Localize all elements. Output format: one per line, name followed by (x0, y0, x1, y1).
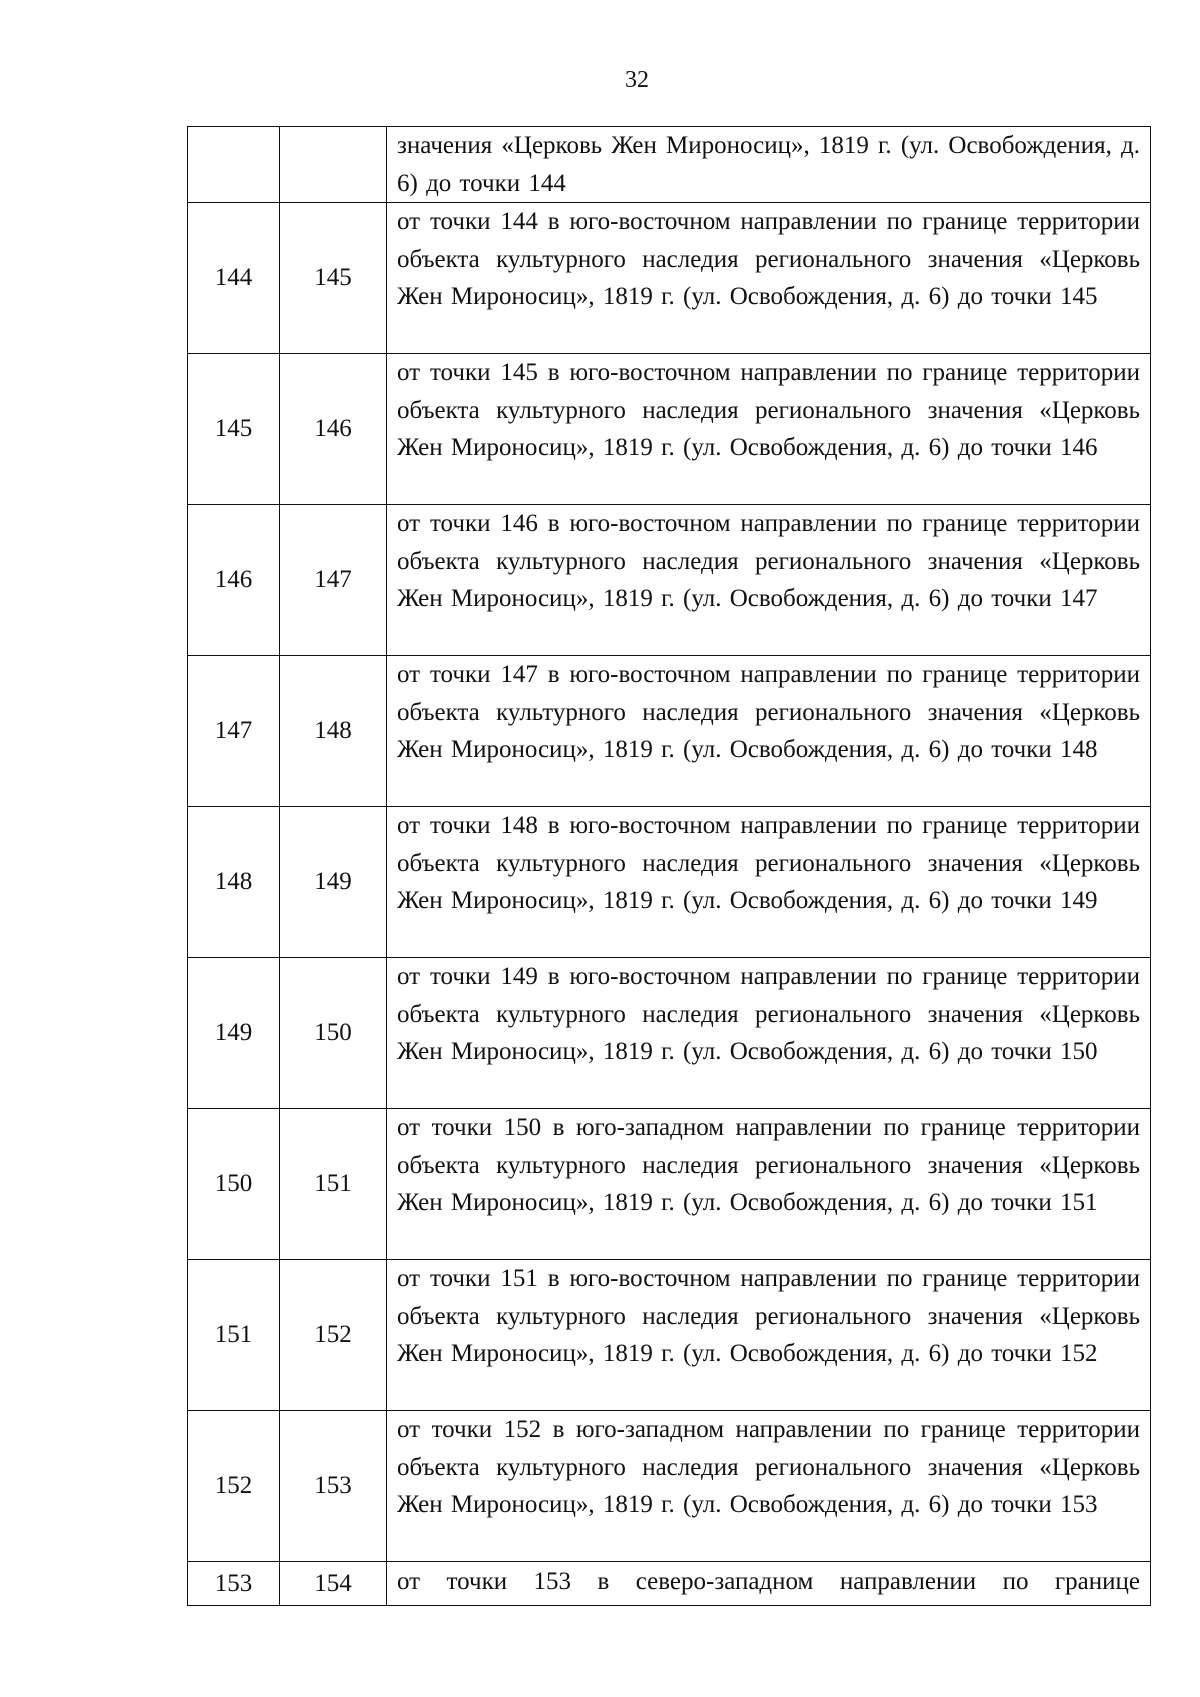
segment-description-cell (387, 1411, 1151, 1562)
boundary-points-table (187, 126, 1151, 1606)
segment-description: от точки 145 в юго-восточном направлении по границе территории объекта культурного наследия регионального значения «Церковь Жен Мироносиц», 1819 г. (ул. Освобождения, д. 6) до точки 146 (397, 359, 1140, 462)
point-from-cell: 152 (188, 1411, 280, 1562)
point-to-cell: 150 (280, 958, 387, 1109)
point-from-cell: 150 (188, 1109, 280, 1260)
point-to-cell: 152 (280, 1260, 387, 1411)
segment-description: от точки 150 в юго-западном направлении по границе территории объекта культурного наследия регионального значения «Церковь Жен Мироносиц», 1819 г. (ул. Освобождения, д. 6) до точки 151 (397, 1114, 1140, 1217)
segment-description: от точки 153 в северо-западном направлении по границе (397, 1568, 1140, 1596)
segment-description-cell (387, 354, 1151, 505)
segment-description: от точки 152 в юго-западном направлении по границе территории объекта культурного наследия регионального значения «Церковь Жен Мироносиц», 1819 г. (ул. Освобождения, д. 6) до точки 153 (397, 1416, 1140, 1519)
point-to-cell: 154 (280, 1562, 387, 1606)
segment-description: значения «Церковь Жен Мироносиц», 1819 г. (ул. Освобождения, д. 6) до точки 144 (397, 132, 1140, 197)
point-to-cell: 147 (280, 505, 387, 656)
table-row (188, 958, 1151, 1109)
point-from-cell: 147 (188, 656, 280, 807)
table-row (188, 1109, 1151, 1260)
point-to-cell: 153 (280, 1411, 387, 1562)
point-from-cell: 145 (188, 354, 280, 505)
segment-description: от точки 147 в юго-восточном направлении по границе территории объекта культурного наследия регионального значения «Церковь Жен Мироносиц», 1819 г. (ул. Освобождения, д. 6) до точки 148 (397, 661, 1140, 764)
segment-description-cell (387, 656, 1151, 807)
segment-description-cell (387, 505, 1151, 656)
segment-description: от точки 146 в юго-восточном направлении по границе территории объекта культурного наследия регионального значения «Церковь Жен Мироносиц», 1819 г. (ул. Освобождения, д. 6) до точки 147 (397, 510, 1140, 613)
page-number: 32 (625, 67, 649, 93)
segment-description-cell (387, 1260, 1151, 1411)
segment-description-cell (387, 203, 1151, 354)
point-from-cell: 144 (188, 203, 280, 354)
segment-description: от точки 151 в юго-восточном направлении по границе территории объекта культурного наследия регионального значения «Церковь Жен Мироносиц», 1819 г. (ул. Освобождения, д. 6) до точки 152 (397, 1265, 1140, 1368)
segment-description-cell (387, 1562, 1151, 1606)
point-from-cell: 151 (188, 1260, 280, 1411)
point-to-cell: 149 (280, 807, 387, 958)
segment-description: от точки 149 в юго-восточном направлении по границе территории объекта культурного наследия регионального значения «Церковь Жен Мироносиц», 1819 г. (ул. Освобождения, д. 6) до точки 150 (397, 963, 1140, 1066)
table-row (188, 354, 1151, 505)
point-from-cell: 153 (188, 1562, 280, 1606)
point-to-cell: 148 (280, 656, 387, 807)
point-to-cell: 146 (280, 354, 387, 505)
segment-description: от точки 144 в юго-восточном направлении по границе территории объекта культурного наследия регионального значения «Церковь Жен Мироносиц», 1819 г. (ул. Освобождения, д. 6) до точки 145 (397, 208, 1140, 311)
point-from-cell: 146 (188, 505, 280, 656)
table-row (188, 1260, 1151, 1411)
segment-description-cell (387, 807, 1151, 958)
segment-description-cell (387, 958, 1151, 1109)
point-from-cell (188, 127, 280, 203)
table-row (188, 505, 1151, 656)
point-to-cell: 151 (280, 1109, 387, 1260)
point-from-cell: 148 (188, 807, 280, 958)
table-row (188, 656, 1151, 807)
table-row (188, 1562, 1151, 1606)
table-row (188, 203, 1151, 354)
segment-description-cell (387, 1109, 1151, 1260)
point-to-cell: 145 (280, 203, 387, 354)
point-from-cell: 149 (188, 958, 280, 1109)
table-row (188, 127, 1151, 203)
segment-description-cell (387, 127, 1151, 203)
segment-description: от точки 148 в юго-восточном направлении по границе территории объекта культурного наследия регионального значения «Церковь Жен Мироносиц», 1819 г. (ул. Освобождения, д. 6) до точки 149 (397, 812, 1140, 915)
table-row (188, 807, 1151, 958)
point-to-cell (280, 127, 387, 203)
table-row (188, 1411, 1151, 1562)
